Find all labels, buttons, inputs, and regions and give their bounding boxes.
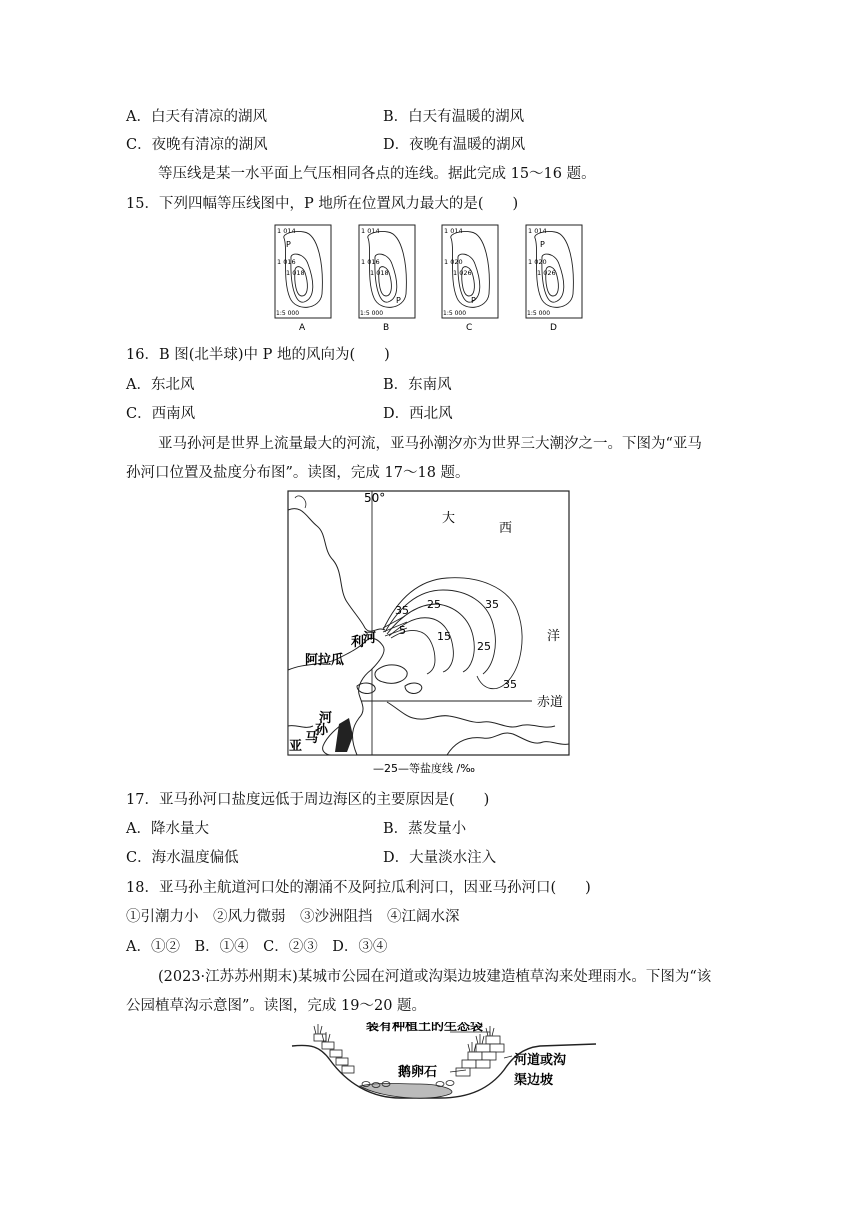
q17-option-c: C．海水温度偏低 <box>126 850 239 866</box>
intro-17-18-line2: 孙河口位置及盐度分布图”。读图，完成 17～18 题。 <box>126 465 470 481</box>
isobar-d-p: P <box>540 240 545 249</box>
isobar-c-1014: 1 014 <box>444 227 463 235</box>
isobar-a-1018: 1 018 <box>286 269 305 277</box>
q14-option-b: B．白天有温暖的湖风 <box>383 109 525 125</box>
q17-option-b: B．蒸发量小 <box>383 821 467 837</box>
q18-items: ①引潮力小 ②风力微弱 ③沙洲阻挡 ④江阔水深 <box>126 909 460 925</box>
question-15: 15．下列四幅等压线图中，P 地所在位置风力最大的是( ) <box>126 196 519 212</box>
isobar-figure-a <box>274 224 332 338</box>
isobar-b-p: P <box>396 296 401 305</box>
q18-options: A．①② B．①④ C．②③ D．③④ <box>126 939 388 955</box>
map-label-he1: 河 <box>363 631 377 646</box>
isobar-d-scale: 1:5 000 <box>527 310 551 317</box>
q17-option-a: A．降水量大 <box>126 821 209 837</box>
amazon-salinity-map <box>287 490 571 784</box>
isobar-a-p: P <box>286 240 291 249</box>
q14-option-d: D．夜晚有温暖的湖风 <box>383 137 526 153</box>
map-label-xi: 西 <box>499 521 513 536</box>
ditch-label-bag: 装有种植土的生态袋 <box>366 1022 484 1034</box>
intro-15-16: 等压线是某一水平面上气压相同各点的连线。据此完成 15～16 题。 <box>158 166 596 182</box>
contour-label-25a: 25 <box>427 598 441 611</box>
grass-ditch-diagram-svg <box>290 1022 600 1112</box>
isobar-b-1016: 1 016 <box>361 258 380 266</box>
isobar-b-scale: 1:5 000 <box>360 310 384 317</box>
map-lon-50: 50° <box>364 491 386 505</box>
map-label-ma: 马 <box>305 731 319 746</box>
isobar-c-1020: 1 020 <box>444 258 463 266</box>
map-label-sun: 孙 <box>315 723 329 738</box>
contour-label-5: 5 <box>399 624 406 637</box>
isobar-c-1026: 1 026 <box>453 269 472 277</box>
isobar-figure-a-svg <box>274 224 332 334</box>
isobar-a-1014: 1 014 <box>277 227 296 235</box>
isobar-d-letter: D <box>550 323 557 333</box>
isobar-a-letter: A <box>299 323 306 333</box>
q16-option-a: A．东北风 <box>126 377 195 393</box>
isobar-figure-b-svg <box>358 224 416 334</box>
intro-17-18-line1: 亚马孙河是世界上流量最大的河流，亚马孙潮汐亦为世界三大潮汐之一。下图为“亚马 <box>158 436 702 452</box>
isobar-d-1026: 1 026 <box>537 269 556 277</box>
isobar-b-letter: B <box>383 323 390 333</box>
contour-label-35b: 35 <box>485 598 499 611</box>
amazon-salinity-map-svg <box>287 490 571 780</box>
isobar-c-scale: 1:5 000 <box>443 310 467 317</box>
question-16: 16．B 图(北半球)中 P 地的风向为( ) <box>126 347 390 363</box>
isobar-b-1018: 1 018 <box>370 269 389 277</box>
isobar-b-1014: 1 014 <box>361 227 380 235</box>
map-label-ya: 亚 <box>289 739 303 754</box>
isobar-a-1016: 1 016 <box>277 258 296 266</box>
q16-option-b: B．东南风 <box>383 377 452 393</box>
isobar-figure-c <box>441 224 499 338</box>
ditch-label-pebble: 鹅卵石 <box>398 1065 438 1080</box>
ditch-label-slope1: 河道或沟 <box>514 1053 567 1068</box>
isobar-d-1020: 1 020 <box>528 258 547 266</box>
map-label-aragua: 阿拉瓜 <box>305 653 345 668</box>
isobar-a-scale: 1:5 000 <box>276 310 300 317</box>
contour-label-15: 15 <box>437 630 451 643</box>
isobar-figure-d-svg <box>525 224 583 334</box>
map-label-da: 大 <box>442 511 456 526</box>
q14-option-c: C．夜晚有清凉的湖风 <box>126 137 268 153</box>
isobar-figure-d <box>525 224 583 338</box>
ditch-label-slope2: 渠边坡 <box>514 1073 554 1088</box>
contour-label-35c: 35 <box>503 678 517 691</box>
isobar-figure-b <box>358 224 416 338</box>
q14-option-a: A．白天有清凉的湖风 <box>126 109 267 125</box>
map-label-he2: 河 <box>319 711 333 726</box>
isobar-d-1014: 1 014 <box>528 227 547 235</box>
map-label-yang: 洋 <box>547 629 561 644</box>
isobar-figure-c-svg <box>441 224 499 334</box>
q16-option-d: D．西北风 <box>383 406 453 422</box>
contour-label-35a: 35 <box>395 604 409 617</box>
map-legend: —25—等盐度线 /‰ <box>373 762 475 775</box>
question-18: 18．亚马孙主航道河口处的潮涌不及阿拉瓜利河口，因亚马孙河口( ) <box>126 880 591 896</box>
question-17: 17．亚马孙河口盐度远低于周边海区的主要原因是( ) <box>126 792 490 808</box>
isobar-c-p: P <box>471 296 476 305</box>
grass-ditch-diagram <box>290 1022 600 1116</box>
q17-option-d: D．大量淡水注入 <box>383 850 497 866</box>
intro-19-20-line1: (2023·江苏苏州期末)某城市公园在河道或沟渠边坡建造植草沟来处理雨水。下图为“该 <box>158 969 712 985</box>
map-label-equator: 赤道 <box>537 695 564 710</box>
contour-label-25b: 25 <box>477 640 491 653</box>
intro-19-20-line2: 公园植草沟示意图”。读图，完成 19～20 题。 <box>126 998 427 1014</box>
isobar-c-letter: C <box>466 323 473 333</box>
map-label-li: 利 <box>351 635 365 650</box>
q16-option-c: C．西南风 <box>126 406 196 422</box>
